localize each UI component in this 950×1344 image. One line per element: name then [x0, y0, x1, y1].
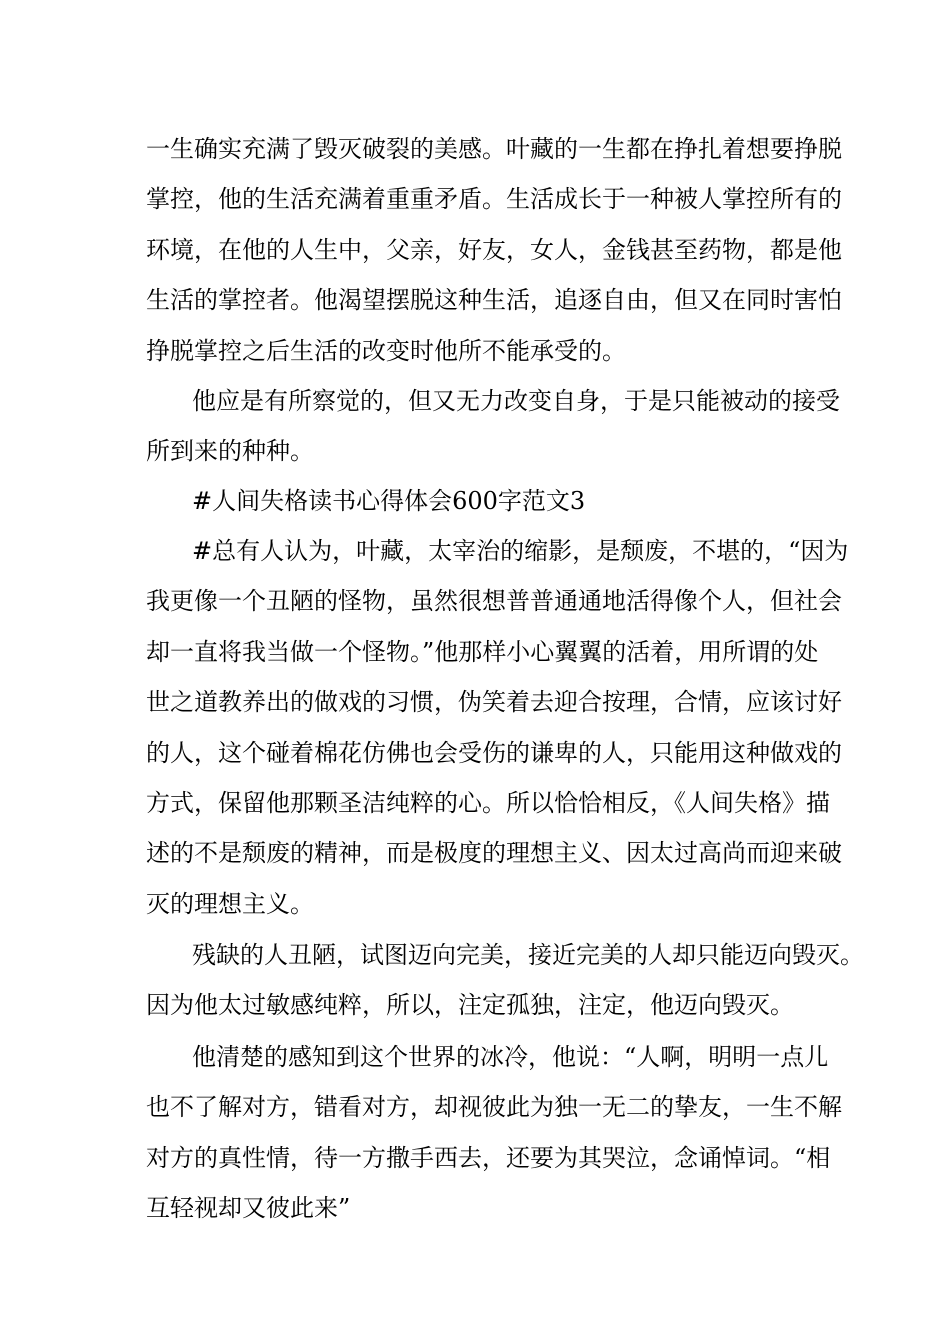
paragraph-2 [146, 376, 840, 477]
text-line: 方式，保留他那颗圣洁纯粹的心。所以恰恰相反，《人间失格》描 [146, 788, 830, 817]
text-line: 残缺的人丑陋，试图迈向完美，接近完美的人却只能迈向毁灭。 [192, 941, 864, 969]
text-line: 我更像一个丑陋的怪物，虽然很想普普通通地活得像个人，但社会 [146, 587, 842, 616]
paragraph-3 [146, 526, 849, 929]
text-line: 也不了解对方，错看对方，却视彼此为独一无二的挚友，一生不解 [146, 1093, 842, 1122]
text-line: 述的不是颓废的精神，而是极度的理想主义、因太过高尚而迎来破 [146, 839, 842, 868]
text-line: 他应是有所察觉的，但又无力改变自身，于是只能被动的接受 [192, 387, 840, 415]
text-line: 一生确实充满了毁灭破裂的美感。叶藏的一生都在挣扎着想要挣脱 [146, 135, 842, 163]
heading-line: #人间失格读书心得体会600字范文3 [192, 487, 586, 515]
section-heading [146, 476, 818, 526]
text-line: 挣脱掌控之后生活的改变时他所不能承受的。 [146, 336, 626, 365]
text-line: 因为他太过敏感纯粹，所以，注定孤独，注定，他迈向毁灭。 [146, 991, 794, 1020]
text-line: 却一直将我当做一个怪物。”他那样小心翼翼的活着，用所谓的处 [146, 637, 819, 666]
text-line: 灭的理想主义。 [146, 889, 314, 918]
text-line: #总有人认为，叶藏，太宰治的缩影，是颓废，不堪的，“因为 [192, 537, 849, 565]
paragraph-1 [146, 124, 842, 376]
text-line: 他清楚的感知到这个世界的冰冷，他说：“人啊，明明一点儿 [192, 1043, 829, 1071]
text-line: 互轻视却又彼此来” [146, 1194, 351, 1223]
text-line: 掌控，他的生活充满着重重矛盾。生活成长于一种被人掌控所有的 [146, 185, 842, 214]
text-line: 世之道教养出的做戏的习惯，伪笑着去迎合按理，合情，应该讨好 [146, 688, 842, 717]
text-line: 环境，在他的人生中，父亲，好友，女人，金钱甚至药物，都是他 [146, 235, 842, 264]
paragraph-5 [146, 1032, 842, 1234]
text-line: 对方的真性情，待一方撒手西去，还要为其哭泣，念诵悼词。“相 [146, 1143, 831, 1172]
paragraph-4 [146, 930, 864, 1031]
text-line: 所到来的种种。 [146, 437, 314, 466]
text-line: 的人，这个碰着棉花仿佛也会受伤的谦卑的人，只能用这种做戏的 [146, 738, 842, 767]
text-line: 生活的掌控者。他渴望摆脱这种生活，追逐自由，但又在同时害怕 [146, 286, 842, 315]
